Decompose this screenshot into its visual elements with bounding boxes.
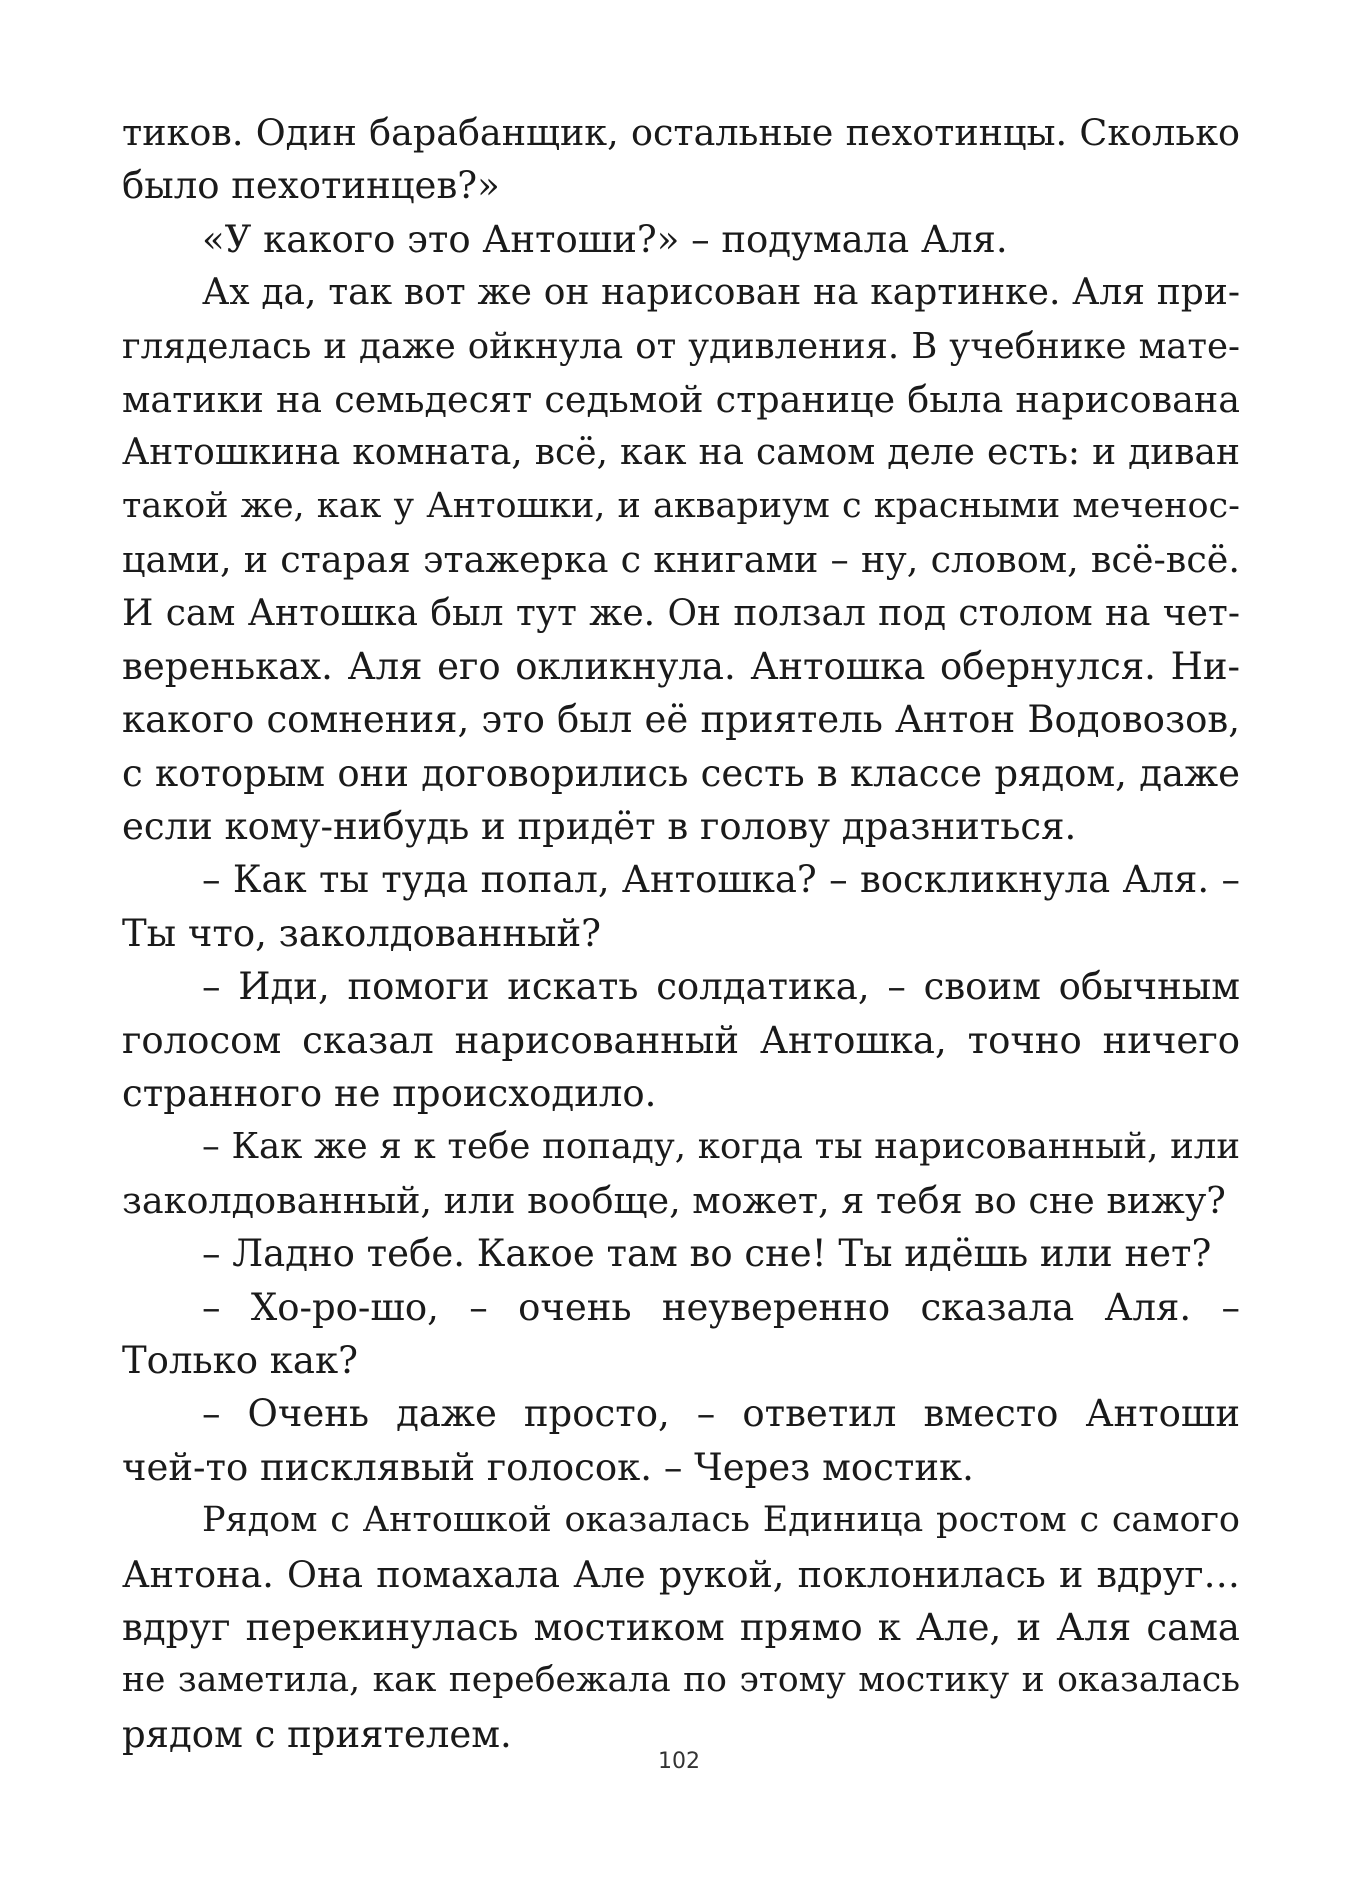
text-line: Ты что, заколдованный? bbox=[122, 911, 601, 955]
text-line: голосом сказал нарисованный Антошка, точно ничего bbox=[122, 1018, 1240, 1062]
text-line: какого сомнения, это был её приятель Антон Водовозов, bbox=[122, 698, 1240, 742]
text-line: Ах да, так вот же он нарисован на картинке. Аля при- bbox=[202, 272, 1240, 314]
text-line: «У какого это Антоши?» – подумала Аля. bbox=[202, 217, 1008, 261]
text-line: Только как? bbox=[122, 1338, 358, 1382]
text-line: Антошкина комната, всё, как на самом деле есть: и диван bbox=[122, 432, 1240, 474]
text-line: чей-то писклявый голосок. – Через мостик. bbox=[122, 1445, 974, 1489]
text-line: заколдованный, или вообще, может, я тебя во сне вижу? bbox=[122, 1178, 1226, 1222]
text-line: цами, и старая этажерка с книгами – ну, словом, всё-всё. bbox=[122, 538, 1240, 582]
text-line: Антона. Она помахала Але рукой, поклонилась и вдруг… bbox=[122, 1552, 1240, 1596]
text-line: – Как же я к тебе попаду, когда ты нарисованный, или bbox=[202, 1126, 1240, 1168]
text-line: такой же, как у Антошки, и аквариум с красными меченос- bbox=[122, 485, 1240, 526]
text-line: – Как ты туда попал, Антошка? – воскликнула Аля. – bbox=[202, 858, 1240, 902]
text-line: Рядом с Антошкой оказалась Единица ростом с самого bbox=[202, 1500, 1240, 1541]
page-number: 102 bbox=[658, 1749, 700, 1774]
text-line: вдруг перекинулась мостиком прямо к Але, и Аля сама bbox=[122, 1605, 1240, 1649]
text-line: с которым они договорились сесть в классе рядом, даже bbox=[122, 751, 1240, 795]
text-line: – Хо-ро-шо, – очень неуверенно сказала Аля. – bbox=[202, 1285, 1240, 1329]
text-line: – Очень даже просто, – ответил вместо Антоши bbox=[202, 1392, 1240, 1436]
text-line: И сам Антошка был тут же. Он ползал под столом на чет- bbox=[122, 592, 1240, 634]
text-line: – Иди, помоги искать солдатика, – своим обычным bbox=[202, 965, 1240, 1009]
text-line: вереньках. Аля его окликнула. Антошка обернулся. Ни- bbox=[122, 644, 1240, 688]
text-line: не заметила, как перебежала по этому мостику и оказалась bbox=[122, 1660, 1240, 1701]
text-line: если кому-нибудь и придёт в голову дразниться. bbox=[122, 805, 1077, 849]
body-text bbox=[122, 106, 1240, 1761]
text-line: – Ладно тебе. Какое там во сне! Ты идёшь или нет? bbox=[202, 1232, 1212, 1276]
text-line: тиков. Один барабанщик, остальные пехотинцы. Сколько bbox=[122, 111, 1240, 154]
text-line: странного не происходило. bbox=[122, 1072, 657, 1116]
text-line: матики на семьдесят седьмой странице была нарисована bbox=[122, 377, 1240, 421]
text-line: было пехотинцев?» bbox=[122, 164, 500, 208]
text-line: гляделась и даже ойкнула от удивления. В учебнике мате- bbox=[122, 325, 1240, 367]
text-line: рядом с приятелем. bbox=[122, 1712, 512, 1756]
